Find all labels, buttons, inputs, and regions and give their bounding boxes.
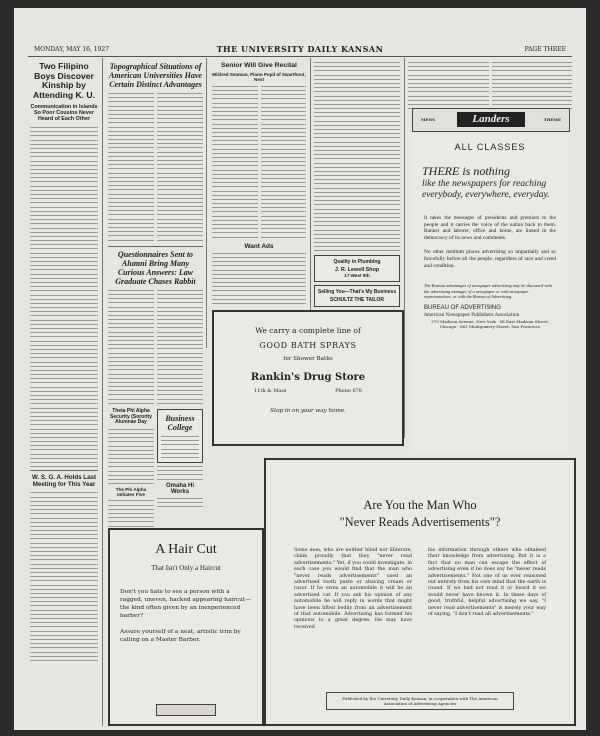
classes-line1: THERE is nothing	[422, 164, 511, 178]
classified-text	[492, 62, 573, 112]
column-rule	[310, 58, 311, 338]
plumbing-ad	[314, 255, 400, 282]
headline-filipino: Two Filipino Boys Discover Kinship by Attending K. U.	[32, 62, 96, 100]
column-5-top	[408, 62, 572, 112]
article-text	[157, 466, 203, 480]
subhead-recital: Mildred Seaman, Piano Pupil of Swarthout, Next	[212, 72, 306, 83]
drug-line2: GOOD BATH SPRAYS	[259, 341, 357, 350]
headline-topographical: Topographical Situations of American Universities Have Certain Distinct Advantages	[109, 62, 202, 89]
want-ads-header: Want Ads	[244, 242, 274, 250]
business-college-title: Business College	[165, 414, 195, 432]
column-2	[108, 62, 203, 528]
big-ad-title-2: "Never Reads Advertisements"?	[339, 515, 501, 529]
column-4	[314, 62, 400, 332]
drug-phone: Phone 678	[335, 388, 362, 394]
column-rule	[102, 58, 103, 726]
divider	[30, 470, 98, 471]
tailor-ad	[314, 285, 400, 307]
landers-logo: Landers	[457, 112, 525, 127]
article-text	[30, 492, 98, 661]
drug-line1: We carry a complete line of	[255, 326, 361, 335]
rankins-drug-ad	[212, 310, 404, 446]
drug-store-name: Rankin's Drug Store	[250, 372, 366, 383]
newspaper-page	[14, 8, 586, 730]
big-ad-title-1: Are You the Man Who	[363, 498, 477, 512]
tailor-name: SCHULTZ THE TAILOR	[330, 296, 384, 303]
drug-address: 11th & Mass	[254, 388, 287, 394]
plumbing-address: 17 West 9th	[344, 272, 370, 278]
classes-body2: No other medium places advertising so impartially and so forcefully before all the people, regardless of race and creed and condition.	[424, 249, 556, 269]
article-text	[157, 498, 203, 507]
all-classes-title: ALL CLASSES	[454, 142, 526, 152]
haircut-title: A Hair Cut	[155, 542, 217, 557]
column-rule	[206, 58, 207, 348]
article-text	[157, 93, 203, 244]
article-text	[157, 290, 203, 407]
bureau-cities: 370 Madison Avenue, New York · 58 East Madison Street, Chicago · 681 Montgomery Street, San Francisco	[431, 319, 549, 330]
article-text	[108, 429, 154, 484]
big-ad-footer: Published by the University Daily Kansan, in cooperation with The American Association of Advertising Agencies	[326, 692, 514, 710]
barber-emblem	[156, 704, 216, 716]
haircut-body2: Assure yourself of a neat, artistic trim by calling on a Master Barber.	[120, 629, 241, 643]
article-text	[212, 86, 258, 241]
masthead-title: THE UNIVERSITY DAILY KANSAN	[216, 44, 384, 54]
column-1	[30, 62, 98, 722]
article-text	[261, 86, 307, 241]
masthead-date: MONDAY, MAY 16, 1927	[34, 46, 110, 53]
masthead-page: PAGE THREE	[524, 46, 566, 53]
classes-body1: It takes the messages of presidents and premiers to the people and it carries the voice of the nation back to them. Banker and laborer, office and home, are linked in the democracy of its news and comments.	[424, 215, 556, 241]
plumbing-name: J. R. Lewell Shop	[334, 266, 380, 273]
masthead	[28, 42, 572, 57]
divider	[108, 246, 203, 247]
column-rule	[404, 58, 405, 438]
all-classes-ad	[412, 132, 568, 452]
column-3	[212, 62, 306, 307]
big-ad-col2: his information through others who obtained their knowledge from advertising. But it is a fact that no man can escape the effect of advertising even if he does say he "never reads advertisements." Not one of us ever reasoned out entirely from his own mind that the earth is round. If we had not read it or heard it we would never have known it. In these days of good, truthful, helpful advertising we say, "I never read advertisements" is merely your way of saying, "I don't read all advertisements."	[428, 548, 546, 618]
classified-text	[314, 62, 400, 251]
headline-theta: Theta Phi Alpha Security (Sorority Alumnae Day	[110, 408, 152, 426]
headline-questionnaires: Questionnaires Sent to Alumni Bring Many Curious Answers: Law Graduate Chases Rabbit	[115, 249, 196, 286]
article-text	[108, 93, 154, 244]
haircut-ad	[108, 528, 264, 726]
article-text	[108, 290, 154, 407]
landers-right: THEME	[543, 117, 561, 122]
headline-recital: Senior Will Give Recital	[221, 62, 297, 69]
classes-line2: like the newspapers for reaching everybody, everywhere, everyday.	[422, 179, 550, 200]
tailor-title: Selling You—That's My Business	[317, 288, 397, 295]
subhead-phi-alpha: The Phi Alpha Initiates Five	[115, 487, 147, 498]
classified-text	[408, 62, 489, 112]
bureau-title: BUREAU OF ADVERTISING	[424, 305, 501, 312]
omaha-ad-title: Omaha Hi Works	[165, 482, 194, 495]
drug-line3: for Shower Baths	[283, 356, 333, 362]
subhead-filipino: Communication in Islands So Poor Cousins Never Heard of Each Other	[30, 104, 98, 122]
big-ad-col1: Some men, who are neither blind nor illiterate, claim proudly that they "never read advertisements." Yet, if you could investigate, in each case you would find that the man who "never reads advertisements" used an advertised tooth paste or shaving cream or razor. If he owns an automobile it will be an advertised car. If you ask his opinion of any automobile he will reply in words that might have been lifted bodily from an advertisement of that automobile. Advertising has formed his opinions to a great degree. He may have received	[294, 548, 412, 630]
advertisements-ad	[264, 458, 576, 726]
haircut-subtitle: That Isn't Only a Haircut	[151, 564, 221, 572]
drug-line7: Stop in on your way home.	[270, 408, 346, 414]
plumbing-title: Quality in Plumbing	[333, 258, 381, 265]
headline-wsga: W. S. G. A. Holds Last Meeting for This Year	[31, 474, 97, 489]
business-college-ad	[157, 409, 203, 463]
article-text	[30, 127, 98, 467]
landers-ad	[412, 108, 570, 132]
landers-left: MENS	[421, 117, 436, 122]
haircut-body1: Don't you hate to see a person with a ragged, uneven, hacked appearing haircut—the kind often given by an inexperienced barber?	[120, 589, 252, 619]
classes-body3: The Kansan advantages of newspaper advertising may be discussed with the advertising manager of a newspaper or with newspaper representatives, or with the Bureau of Advertising.	[424, 283, 552, 299]
article-text	[108, 500, 154, 526]
want-ads-text	[212, 253, 306, 307]
bureau-subtitle: American Newspaper Publishers Association	[424, 312, 520, 318]
